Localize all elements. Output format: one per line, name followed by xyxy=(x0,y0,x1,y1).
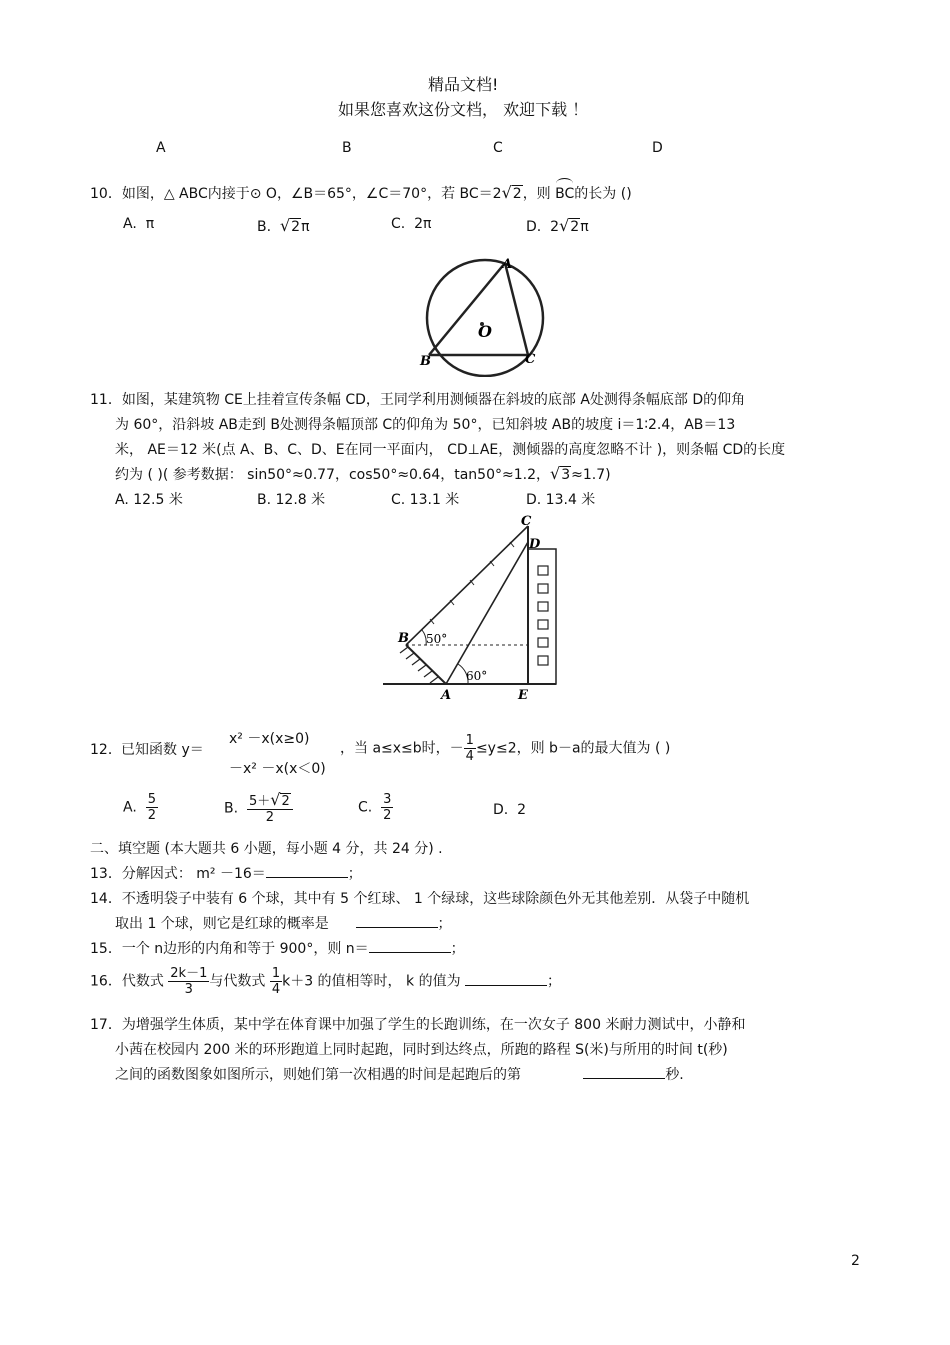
q10-sqrt: √2 xyxy=(501,183,522,202)
q10-option-c: C. 2π xyxy=(391,216,432,232)
q11-slope-figure xyxy=(378,512,568,704)
prev-option-c: C xyxy=(493,140,503,156)
q12-case-1: x² －x(x≥0) xyxy=(229,731,310,747)
q12-option-d: D. 2 xyxy=(493,802,527,818)
q12-text-rest: ，当 a≤x≤b时，－ $\frac{1}{4}$ ≤y≤2，则 b－a的最大值为 ( ) xyxy=(340,733,671,764)
q12-option-b: B. $\frac{5+√2}{2}$ xyxy=(224,792,293,825)
header-line-1: 精品文档! xyxy=(428,75,499,94)
q11-line-3: 米， AE＝12 米(点 A、B、C、D、E在同一平面内， CD⊥AE，测倾器的高度忽略不计 )，则条幅 CD的长度 xyxy=(115,442,786,458)
q15-blank[interactable] xyxy=(369,940,451,953)
q14-line-1: 14．不透明袋子中装有 6 个球，其中有 5 个红球、 1 个绿球，这些球除颜色外无其他差别．从袋子中随机 xyxy=(90,891,750,907)
q12-case-2: －x² －x(x＜0) xyxy=(229,761,326,777)
section-2-heading: 二、填空题 (本大题共 6 小题，每小题 4 分，共 24 分) . xyxy=(90,841,443,857)
prev-option-b: B xyxy=(342,140,352,156)
q13: 13．分解因式： m² －16＝ ； xyxy=(90,866,362,882)
q12-option-c: C. $\frac{3}{2}$ xyxy=(358,792,392,823)
q16-blank[interactable] xyxy=(465,973,547,986)
q17-line-1: 17．为增强学生体质，某中学在体育课中加强了学生的长跑训练，在一次女子 800 米耐力测试中，小静和 xyxy=(90,1017,746,1033)
q14-line-2: 取出 1 个球，则它是红球的概率是 ； xyxy=(115,916,452,932)
q17-line-2: 小茜在校园内 200 米的环形跑道上同时起跑，同时到达终点，所跑的路程 S(米)与所用的时间 t(秒) xyxy=(115,1042,728,1058)
page-number: 2 xyxy=(851,1253,860,1269)
q10-text-2: ，则 xyxy=(522,186,551,202)
q15: 15．一个 n边形的内角和等于 900°，则 n＝ ； xyxy=(90,941,465,957)
q10-text-1: 如图，△ ABC内接于⊙ O，∠B＝65°，∠C＝70°，若 BC＝2 xyxy=(121,186,502,202)
q10-option-a: A. π xyxy=(123,216,155,232)
q10-option-b: B. √2π xyxy=(257,216,310,235)
q11-label-d: D xyxy=(529,537,541,552)
prev-option-d: D xyxy=(652,140,663,156)
q12-option-a: A. $\frac{5}{2}$ xyxy=(123,792,156,823)
q10-number: 10． xyxy=(90,186,122,202)
q11-line-1: 11．如图，某建筑物 CE上挂着宣传条幅 CD，王同学利用测倾器在斜坡的底部 A处测得条幅底部 D的仰角 xyxy=(90,392,746,408)
q10-label-b: B xyxy=(420,354,431,369)
q11-option-a: A. 12.5 米 xyxy=(115,492,183,508)
q16: 16．代数式 $\frac{2k-1}{3}$ 与代数式 $\frac{1}{4}$ k＋3 的值相等时， k 的值为 ； xyxy=(90,966,562,997)
q10-option-d: D. 2√2π xyxy=(526,216,589,235)
q11-label-a: A xyxy=(441,688,452,703)
q13-blank[interactable] xyxy=(266,865,348,878)
q12-text-1: 已知函数 y＝ xyxy=(121,742,204,758)
q14-blank[interactable] xyxy=(356,915,438,928)
q11-option-c: C. 13.1 米 xyxy=(391,492,460,508)
q11-angle-60: 60° xyxy=(466,669,488,683)
header-line-2: 如果您喜欢这份文档， 欢迎下载 ！ xyxy=(338,100,589,119)
q10-circle-figure xyxy=(398,252,548,377)
q11-number: 11． xyxy=(90,392,122,408)
prev-option-a: A xyxy=(156,140,166,156)
q10-label-o: O xyxy=(478,322,492,341)
q11-label-c: C xyxy=(521,514,532,529)
q11-line-4: 约为 ( )( 参考数据： sin50°≈0.77，cos50°≈0.64，tan50°≈1.2，√3≈1.7) xyxy=(115,464,611,483)
q17-line-3: 之间的函数图象如图所示，则她们第一次相遇的时间是起跑后的第 秒. xyxy=(115,1067,684,1083)
q12-number: 12． xyxy=(90,742,122,758)
q10-label-c: C xyxy=(525,352,536,367)
q10-label-a: A xyxy=(502,257,513,272)
q17-blank[interactable] xyxy=(583,1066,665,1079)
q11-line-2: 为 60°，沿斜坡 AB走到 B处测得条幅顶部 C的仰角为 50°，已知斜坡 AB的坡度 i＝1∶2.4，AB＝13 xyxy=(115,417,736,433)
q11-option-d: D. 13.4 米 xyxy=(526,492,596,508)
q11-label-e: E xyxy=(518,688,528,703)
q11-option-b: B. 12.8 米 xyxy=(257,492,326,508)
q10-text-3: 的长为 () xyxy=(574,186,632,202)
q10-arc-bc: BC xyxy=(555,186,575,202)
q11-label-b: B xyxy=(398,631,409,646)
q11-angle-50: 50° xyxy=(426,632,448,646)
q10-stem xyxy=(90,183,632,203)
